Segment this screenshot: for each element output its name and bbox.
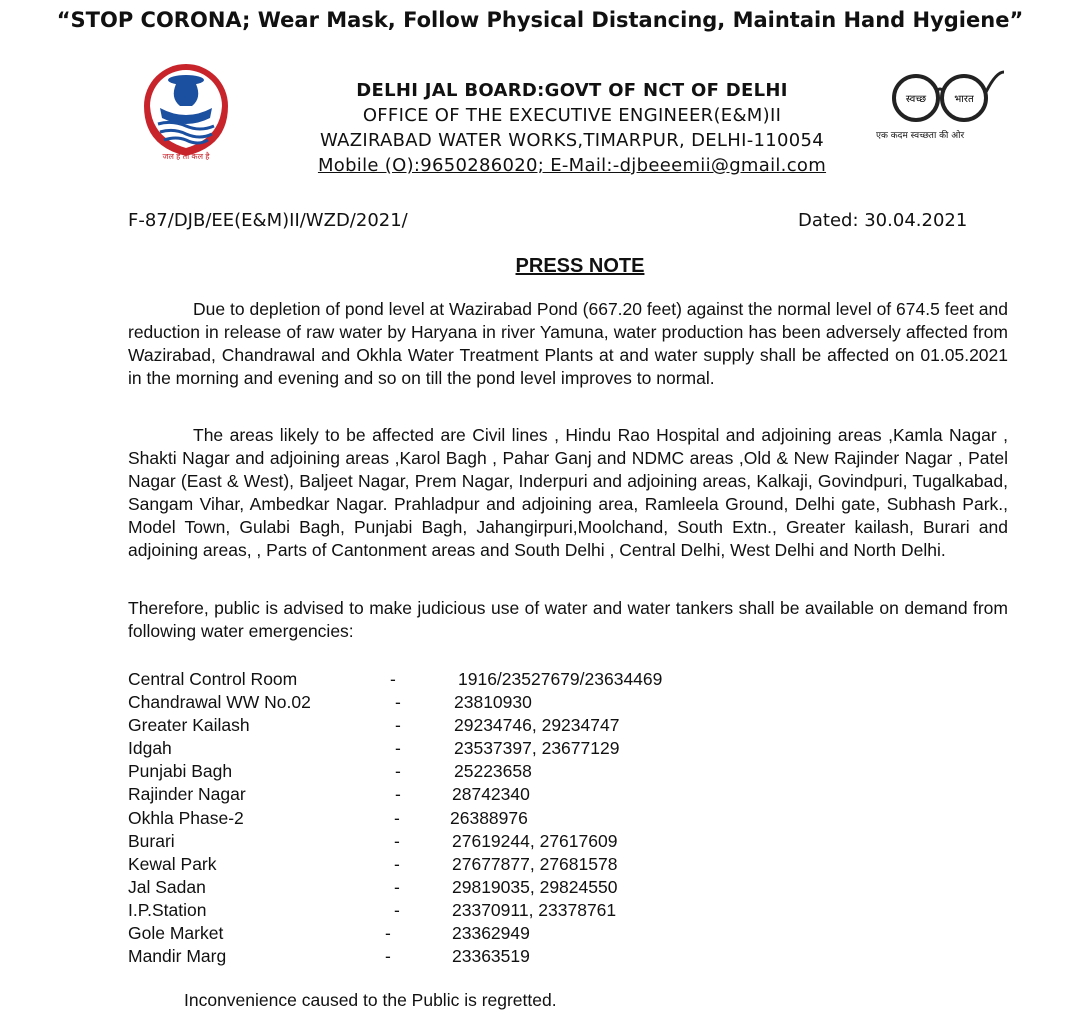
date: Dated: 30.04.2021: [798, 210, 968, 231]
org-name: DELHI JAL BOARD:GOVT OF NCT OF DELHI: [356, 80, 788, 101]
contact-row: [128, 899, 828, 922]
paragraph-areas: The areas likely to be affected are Civil lines , Hindu Rao Hospital and adjoining areas ,Kamla Nagar , Shakti Nagar and adjoining areas ,Karol Bagh , Pahar Ganj and NDMC areas ,Old & New Rajinder Nagar , Patel Nagar (East & West), Baljeet Nagar, Prem Nagar, Inderpuri and adjoining areas, Kalkaji, Govindpuri, Tugalkabad, Sangam Vihar, Ambedkar Nagar. Prahladpur and adjoining area, Ramleela Ground, Delhi gate, Subhash Park., Model Town, Gulabi Bagh, Punjabi Bagh, Jahangirpuri,Moolchand, South Extn., Greater kailash, Burari and adjoining areas, , Parts of Cantonment areas and South Delhi , Central Delhi, West Delhi and North Delhi.: [128, 425, 1008, 560]
contact-row: [128, 737, 828, 760]
office-address: WAZIRABAD WATER WORKS,TIMARPUR, DELHI-110054: [320, 130, 824, 151]
contact-name: Jal Sadan: [128, 876, 206, 897]
contact-dash: -: [390, 669, 396, 689]
contact-name: Rajinder Nagar: [128, 784, 246, 805]
contact-name: Mandir Marg: [128, 946, 227, 967]
contact-row: [128, 691, 828, 714]
contact-row: [128, 760, 828, 783]
contact-line: Mobile (O):9650286020; E-Mail:-djbeeemii@gmail.com: [317, 155, 827, 176]
contact-number: 28742340: [452, 784, 530, 805]
contact-dash: -: [394, 853, 400, 874]
contact-number: 1916/23527679/23634469: [458, 669, 663, 689]
contact-dash: -: [385, 946, 391, 967]
contact-dash: -: [394, 876, 400, 897]
contact-name: I.P.Station: [128, 899, 207, 920]
contact-name: Idgah: [128, 738, 172, 759]
sb-right-text: भारत: [954, 94, 974, 105]
letterhead: [282, 78, 862, 178]
contact-number: 29819035, 29824550: [452, 876, 618, 897]
contact-dash: -: [395, 761, 401, 782]
djb-motto: जल है तो कल है: [162, 152, 210, 160]
contact-dash: -: [395, 784, 401, 805]
contact-name: Burari: [128, 830, 175, 851]
contact-dash: -: [394, 899, 400, 920]
contact-name: Chandrawal WW No.02: [128, 692, 311, 713]
contact-dash: -: [395, 715, 401, 736]
contact-row: [128, 668, 828, 691]
contact-row: [128, 876, 828, 899]
slogan: “STOP CORONA; Wear Mask, Follow Physical Distancing, Maintain Hand Hygiene”: [56, 8, 1024, 32]
paragraph-intro: Due to depletion of pond level at Wazirabad Pond (667.20 feet) against the normal level of 674.5 feet and reduction in release of raw water by Haryana in river Yamuna, water production has been adversely affected from Wazirabad, Chandrawal and Okhla Water Treatment Plants at and water supply shall be affected on 01.05.2021 in the morning and evening and so on till the pond level improves to normal.: [128, 299, 1008, 388]
contact-dash: -: [395, 692, 401, 713]
contact-number: 23810930: [454, 692, 532, 713]
contact-dash: -: [395, 738, 401, 759]
contact-number: 23370911, 23378761: [452, 899, 617, 920]
contact-number: 23537397, 23677129: [454, 738, 620, 759]
contact-number: 23362949: [452, 923, 530, 944]
contact-name: Kewal Park: [128, 853, 217, 874]
contact-name: Okhla Phase-2: [128, 807, 244, 828]
contact-number: 26388976: [450, 807, 528, 828]
contact-name: Gole Market: [128, 923, 224, 944]
office-name: OFFICE OF THE EXECUTIVE ENGINEER(E&M)II: [362, 105, 782, 126]
contact-number: 27677877, 27681578: [452, 853, 618, 874]
contact-name: Greater Kailash: [128, 715, 250, 736]
closing-note: Inconvenience caused to the Public is regretted.: [184, 990, 557, 1010]
contact-number: 27619244, 27617609: [452, 830, 618, 851]
sb-left-text: स्वच्छ: [905, 94, 927, 105]
contact-name: Punjabi Bagh: [128, 761, 233, 782]
contact-row: [128, 853, 828, 876]
reference-number: F-87/DJB/EE(E&M)II/WZD/2021/: [128, 210, 408, 231]
contact-row: [128, 783, 828, 806]
djb-logo: [130, 60, 242, 160]
contact-row: [128, 807, 828, 830]
contact-number: 29234746, 29234747: [454, 715, 620, 736]
paragraph-advice: Therefore, public is advised to make judicious use of water and water tankers shall be available on demand from following water emergencies:: [128, 598, 1008, 641]
contact-dash: -: [394, 830, 400, 851]
contact-row: [128, 922, 828, 945]
contact-number: 25223658: [454, 761, 532, 782]
contact-row: [128, 945, 828, 968]
contact-dash: -: [385, 923, 391, 944]
contact-dash: -: [394, 807, 400, 828]
contact-number: 23363519: [452, 946, 530, 967]
sb-tagline: एक कदम स्वच्छता की ओर: [876, 131, 965, 141]
contact-row: [128, 830, 828, 853]
emergency-contacts: [128, 668, 828, 968]
contact-row: [128, 714, 828, 737]
contact-name: Central Control Room: [128, 669, 298, 689]
page-title: PRESS NOTE: [515, 255, 645, 277]
